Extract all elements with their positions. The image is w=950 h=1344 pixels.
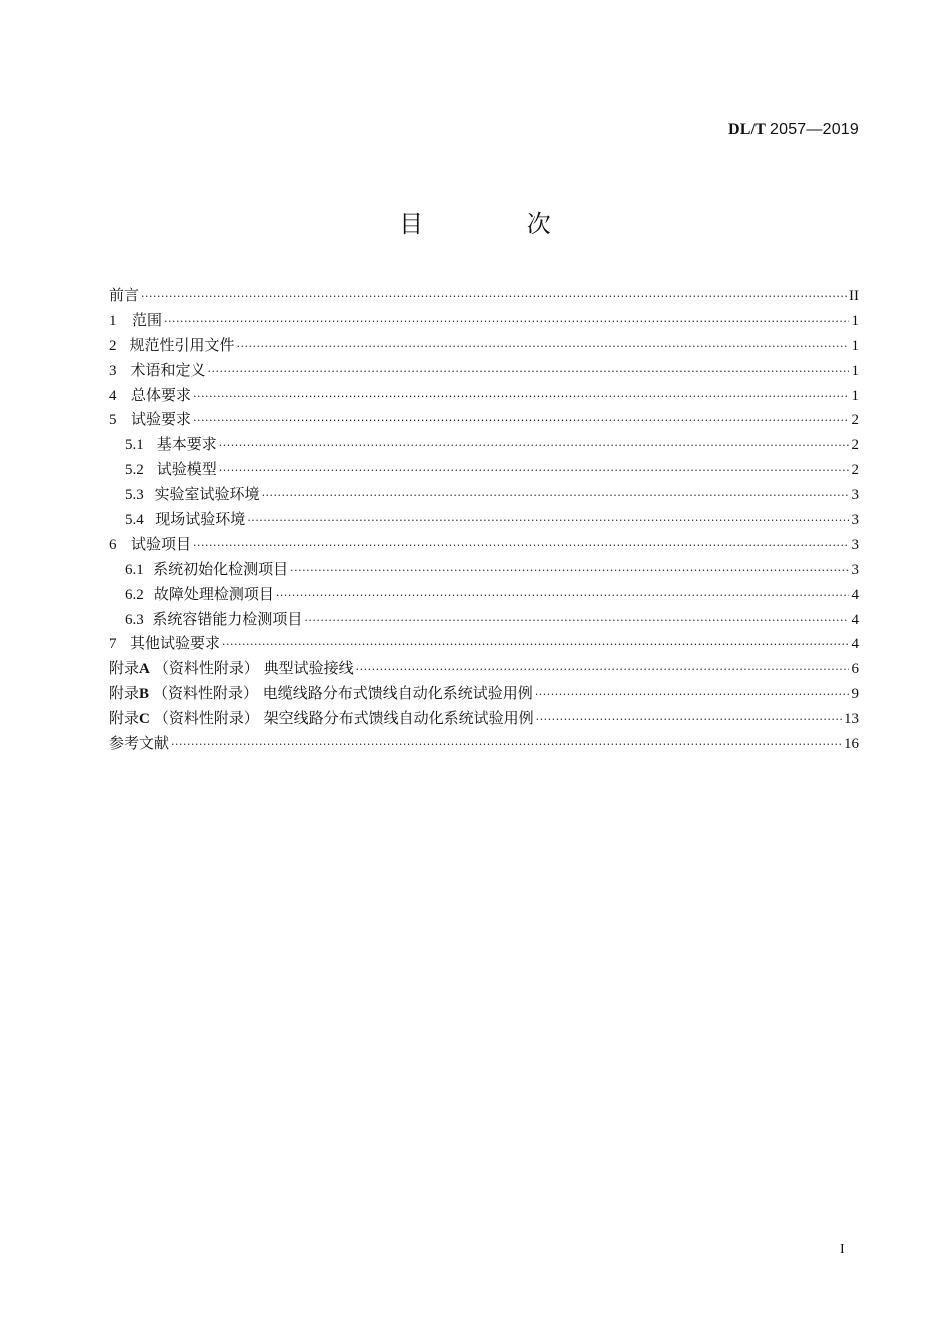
toc-dot-leader (219, 459, 849, 484)
toc-appendix-number (109, 707, 154, 732)
toc-appendix-letter: C (139, 711, 150, 728)
toc-entry-label: 故障处理检测项目 (153, 584, 274, 603)
toc-entry-number: 5.2 (125, 462, 144, 479)
toc-entry-label: 前言 (109, 286, 140, 304)
toc-entry-number: 5.3 (125, 487, 144, 504)
toc-entry-label: 其他试验要求 (130, 634, 221, 653)
toc-dot-leader (247, 509, 849, 534)
toc-entry-page: 1 (851, 312, 859, 329)
toc-entry-number: 6.1 (125, 561, 144, 578)
toc-entry-page: 6 (851, 661, 859, 678)
toc-entry-label: 试验项目 (131, 534, 192, 553)
toc-entry-6-3[interactable] (109, 607, 859, 632)
toc-entry-appendix-a[interactable] (109, 656, 859, 681)
toc-appendix-letter: A (139, 661, 150, 678)
toc-entry-label: 试验模型 (156, 460, 217, 479)
toc-dot-leader (141, 285, 847, 310)
toc-entry-page: 3 (851, 536, 859, 553)
toc-entry-label: 试验要求 (131, 410, 192, 429)
toc-entry-3[interactable] (109, 358, 859, 383)
toc-entry-label: 基本要求 (156, 435, 217, 454)
toc-dot-leader (535, 683, 849, 708)
toc-entry-6[interactable] (109, 532, 859, 557)
toc-entry-number: 6.2 (125, 586, 144, 603)
toc-dot-leader (193, 385, 849, 410)
toc-entry-number: 5 (109, 412, 117, 429)
document-code (728, 121, 859, 139)
toc-entry-appendix-c[interactable] (109, 706, 859, 731)
toc-dot-leader (193, 409, 849, 434)
toc-entry-number: 6 (109, 536, 117, 553)
toc-dot-leader (164, 310, 849, 335)
toc-entry-page: 9 (851, 686, 859, 703)
toc-dot-leader (193, 534, 849, 559)
toc-entry-appendix-b[interactable] (109, 681, 859, 706)
toc-appendix-letter: B (139, 686, 150, 703)
toc-appendix-prefix: 附录 (109, 711, 140, 728)
toc-entry-number: 5.1 (125, 437, 144, 454)
toc-entry-page: 1 (851, 362, 859, 379)
toc-dot-leader (219, 434, 849, 459)
toc-appendix-prefix: 附录 (109, 686, 140, 703)
toc-entry-page: 2 (851, 412, 859, 429)
toc-entry-label: 总体要求 (131, 385, 192, 404)
toc-dot-leader (304, 609, 849, 634)
toc-entry-label: 参考文献 (109, 734, 170, 753)
toc-dot-leader (356, 658, 849, 683)
toc-entry-page: 3 (851, 561, 859, 578)
toc-entry-label: 系统容错能力检测项目 (152, 609, 303, 628)
toc-entry-6-1[interactable] (109, 557, 859, 582)
toc-entry-4[interactable] (109, 383, 859, 408)
toc-title: 目 次 (399, 210, 599, 238)
toc-entry-label: 系统初始化检测项目 (153, 559, 289, 578)
toc-entry-page: II (849, 288, 859, 304)
toc-entry-page: 4 (851, 611, 859, 628)
toc-entry-number: 3 (109, 362, 117, 379)
table-of-contents (109, 283, 859, 756)
toc-entry-label: 实验室试验环境 (154, 485, 260, 504)
toc-entry-7[interactable] (109, 631, 859, 656)
toc-entry-label: （资料性附录） 架空线路分布式馈线自动化系统试验用例 (153, 709, 534, 728)
toc-entry-preface[interactable] (109, 283, 859, 308)
toc-entry-label: 范围 (131, 310, 162, 329)
toc-entry-5-2[interactable] (109, 457, 859, 482)
toc-entry-5-3[interactable] (109, 482, 859, 507)
toc-entry-page: 16 (844, 736, 859, 753)
toc-entry-label: （资料性附录） 典型试验接线 (153, 659, 354, 678)
toc-dot-leader (237, 335, 849, 360)
toc-entry-2[interactable] (109, 333, 859, 358)
toc-entry-number: 2 (109, 337, 117, 354)
toc-entry-page: 2 (851, 462, 859, 479)
toc-entry-page: 3 (851, 487, 859, 504)
toc-dot-leader (262, 484, 849, 509)
toc-entry-number: 5.4 (125, 512, 144, 529)
toc-entry-page: 3 (851, 512, 859, 529)
toc-entry-page: 2 (851, 437, 859, 454)
toc-entry-page: 4 (851, 636, 859, 653)
toc-entry-page: 1 (851, 387, 859, 404)
toc-dot-leader (222, 633, 849, 658)
toc-entry-page: 1 (851, 337, 859, 354)
toc-dot-leader (208, 360, 849, 385)
toc-entry-number: 4 (109, 387, 117, 404)
toc-dot-leader (276, 584, 849, 609)
document-code-number: 2057—2019 (770, 121, 859, 138)
page-number: I (840, 1242, 845, 1257)
toc-entry-page: 13 (844, 711, 859, 728)
toc-dot-leader (171, 733, 842, 758)
toc-entry-label: 规范性引用文件 (129, 335, 235, 354)
toc-dot-leader (290, 559, 849, 584)
document-code-prefix: DL/T (727, 121, 766, 138)
toc-dot-leader (536, 708, 842, 733)
toc-entry-label: 现场试验环境 (155, 510, 246, 529)
toc-entry-5[interactable] (109, 407, 859, 432)
toc-entry-5-4[interactable] (109, 507, 859, 532)
toc-appendix-number (109, 657, 154, 682)
toc-entry-page: 4 (851, 586, 859, 603)
toc-entry-label: 术语和定义 (130, 360, 206, 379)
toc-entry-1[interactable] (109, 308, 859, 333)
toc-entry-number: 1 (109, 312, 117, 329)
toc-appendix-number (109, 682, 153, 707)
toc-entry-6-2[interactable] (109, 582, 859, 607)
toc-entry-number: 6.3 (125, 611, 144, 628)
toc-entry-number: 7 (109, 636, 117, 653)
toc-entry-label: （资料性附录） 电缆线路分布式馈线自动化系统试验用例 (153, 684, 533, 703)
toc-entry-5-1[interactable] (109, 432, 859, 457)
toc-entry-references[interactable] (109, 731, 859, 756)
toc-appendix-prefix: 附录 (109, 661, 140, 678)
